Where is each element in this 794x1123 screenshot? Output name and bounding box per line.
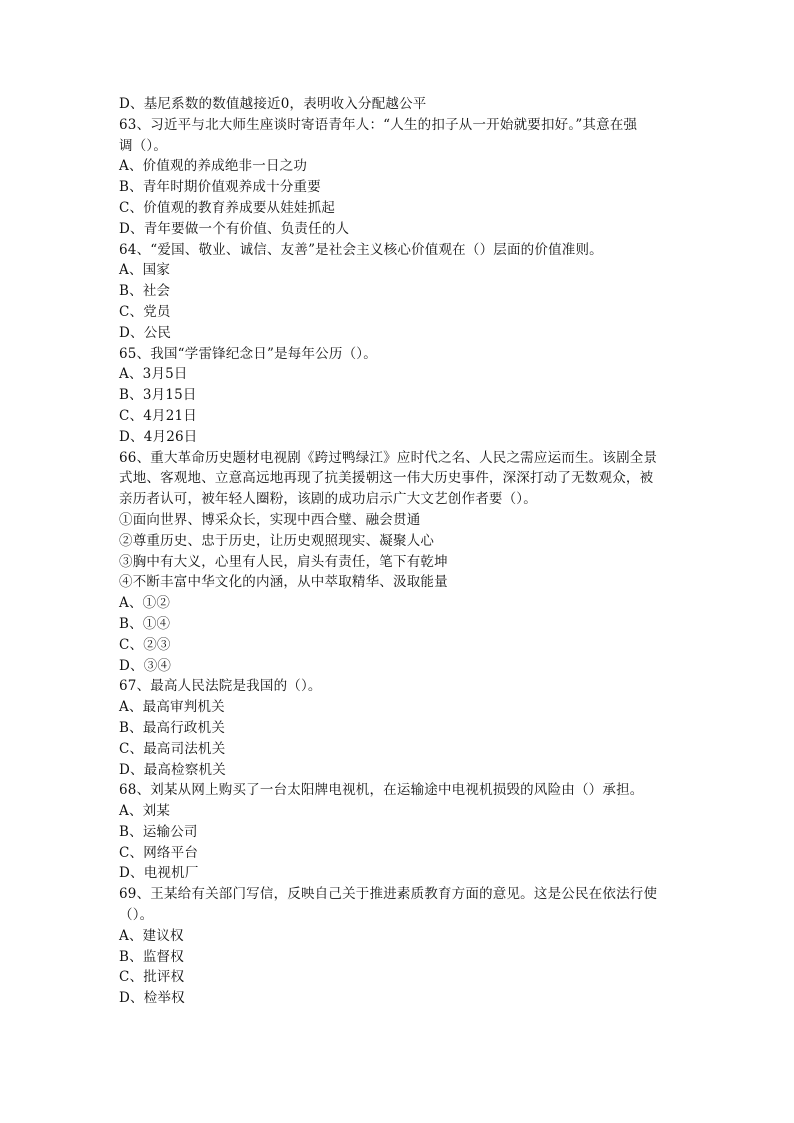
answer-option: D、公民 — [119, 324, 172, 341]
answer-option: C、4月21日 — [119, 407, 197, 424]
answer-option: D、基尼系数的数值越接近0，表明收入分配越公平 — [119, 96, 427, 112]
answer-option: C、价值观的教育养成要从娃娃抓起 — [119, 199, 336, 216]
answer-option: B、运输公司 — [119, 823, 198, 840]
answer-option: C、党员 — [119, 303, 171, 320]
question-text-line: 68、刘某从网上购买了一台太阳牌电视机，在运输途中电视机损毁的风险由（）承担。 — [119, 782, 644, 799]
question-text-line: 66、重大革命历史题材电视剧《跨过鸭绿江》应时代之名、人民之需应运而生。该剧全景 — [119, 449, 658, 466]
question-text-line: 亲历者认可，被年轻人圈粉，该剧的成功启示广大文艺创作者要（）。 — [119, 491, 537, 508]
document-page — [119, 94, 679, 1009]
answer-option: C、最高司法机关 — [119, 740, 226, 757]
statement-line: ③胸中有大义，心里有人民，肩头有责任，笔下有乾坤 — [119, 553, 448, 570]
answer-option: D、检举权 — [119, 990, 185, 1007]
question-text-line: 调（）。 — [119, 137, 168, 154]
answer-option: C、②③ — [119, 636, 171, 653]
statement-line: ①面向世界、博采众长，实现中西合璧、融会贯通 — [119, 511, 421, 528]
answer-option: A、刘某 — [119, 803, 171, 820]
answer-option: B、①④ — [119, 615, 171, 632]
answer-option: A、国家 — [119, 262, 171, 279]
answer-option: D、青年要做一个有价值、负责任的人 — [119, 220, 350, 237]
answer-option: B、社会 — [119, 283, 171, 300]
question-list — [119, 94, 679, 1009]
statement-line: ④不断丰富中华文化的内涵，从中萃取精华、汲取能量 — [119, 574, 448, 591]
statement-line: ②尊重历史、忠于历史，让历史观照现实、凝聚人心 — [119, 532, 435, 549]
answer-option: C、网络平台 — [119, 844, 199, 861]
question-text-line: （）。 — [119, 907, 154, 924]
answer-option: D、最高检察机关 — [119, 761, 226, 778]
answer-option: A、3月5日 — [119, 366, 188, 383]
answer-option: A、①② — [119, 595, 171, 612]
question-text-line: 69、王某给有关部门写信，反映自己关于推进素质教育方面的意见。这是公民在依法行使 — [119, 886, 658, 903]
answer-option: D、4月26日 — [119, 428, 198, 445]
answer-option: D、③④ — [119, 657, 172, 674]
question-text-line: 63、习近平与北大师生座谈时寄语青年人：“人生的扣子从一开始就要扣好。”其意在强 — [119, 116, 638, 133]
question-text-line: 65、我国“学雷锋纪念日”是每年公历（）。 — [119, 345, 377, 362]
answer-option: B、监督权 — [119, 948, 184, 965]
question-text-line: 64、“爱国、敬业、诚信、友善”是社会主义核心价值观在（）层面的价值准则。 — [119, 241, 603, 258]
answer-option: A、最高审判机关 — [119, 699, 225, 716]
question-text-line: 式地、客观地、立意高远地再现了抗美援朝这一伟大历史事件，深深打动了无数观众，被 — [119, 470, 654, 487]
answer-option: A、建议权 — [119, 927, 184, 944]
answer-option: B、最高行政机关 — [119, 719, 226, 736]
answer-option: A、价值观的养成绝非一日之功 — [119, 158, 308, 175]
answer-option: B、青年时期价值观养成十分重要 — [119, 179, 321, 196]
answer-option: D、电视机厂 — [119, 865, 199, 882]
answer-option: B、3月15日 — [119, 387, 197, 404]
question-text-line: 67、最高人民法院是我国的（）。 — [119, 678, 322, 695]
answer-option: C、批评权 — [119, 969, 185, 986]
